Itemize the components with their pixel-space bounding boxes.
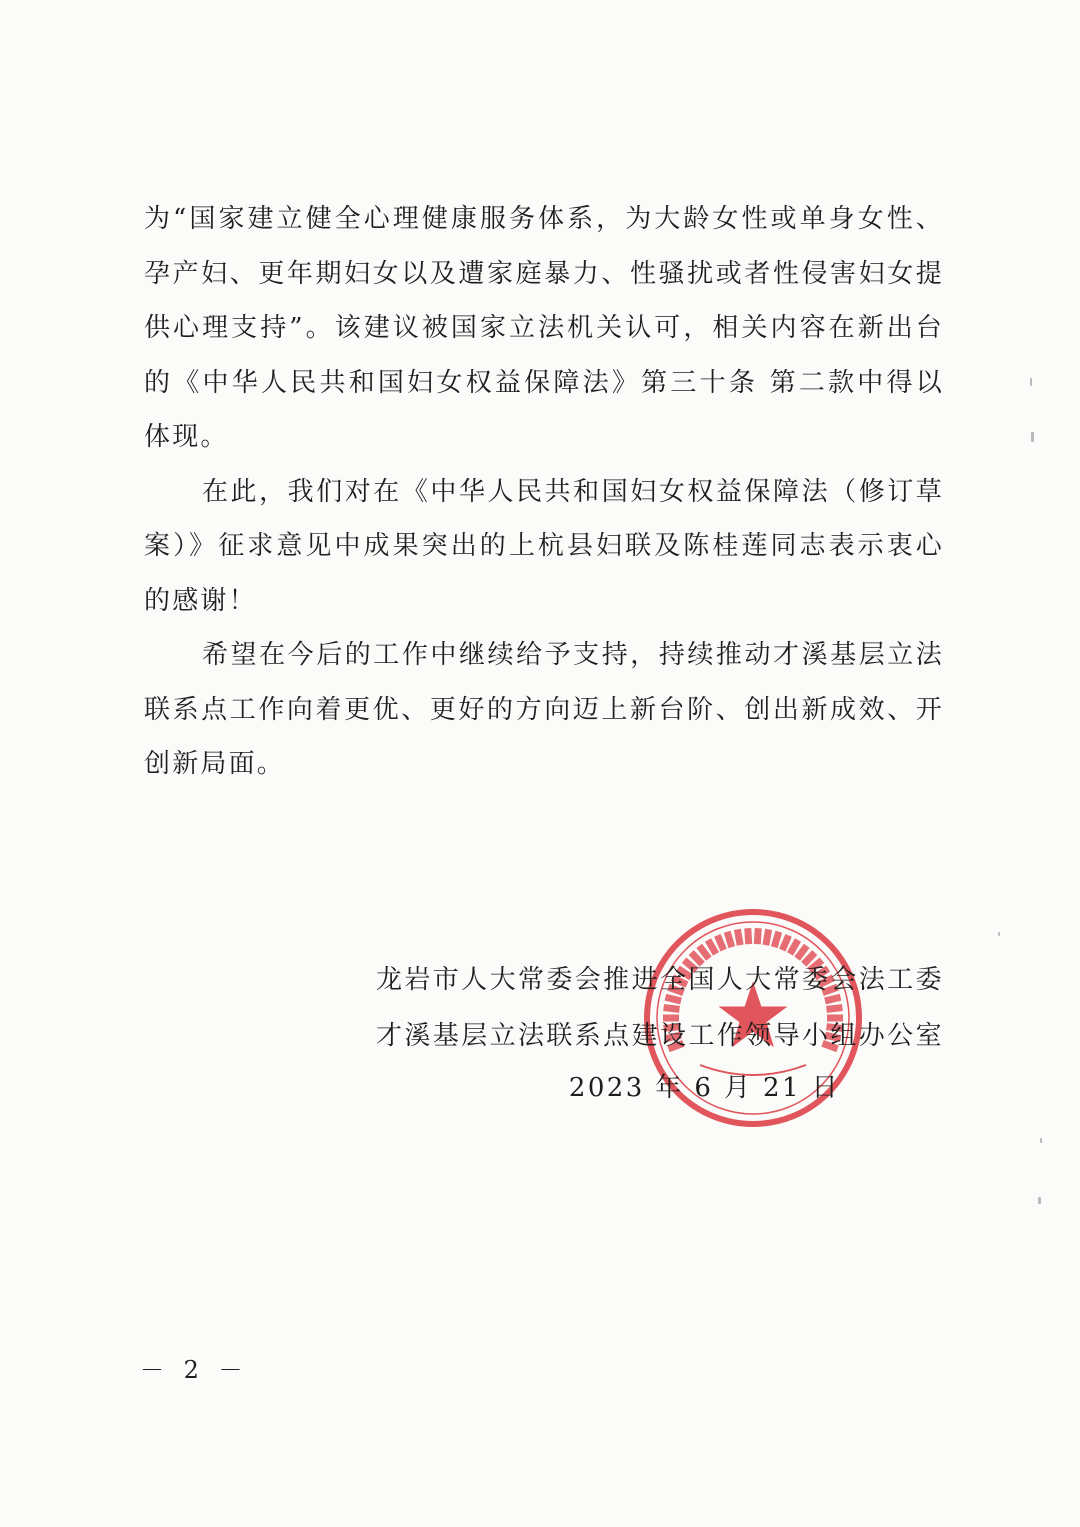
signature-org-line2: 才溪基层立法联系点建设工作领导小组办公室 <box>375 1021 944 1051</box>
paragraph-line: 案）》征求意见中成果突出的上杭县妇联及陈桂莲同志表示衷心 <box>144 531 944 561</box>
paragraph-line: 希望在今后的工作中继续给予支持，持续推动才溪基层立法 <box>202 640 944 670</box>
paragraph-line: 体现。 <box>144 422 229 452</box>
seal-lettering-mark <box>825 997 841 1001</box>
letter-body <box>144 192 944 792</box>
seal-lettering-mark <box>757 928 758 944</box>
seal-lettering-mark <box>717 935 723 950</box>
seal-lettering-mark <box>804 953 815 965</box>
seal-lettering-mark <box>691 953 702 965</box>
seal-lettering-mark <box>826 1008 842 1010</box>
seal-lettering-mark <box>797 946 807 959</box>
seal-lettering-mark <box>699 946 709 959</box>
page-number: － 2 － <box>140 1356 249 1384</box>
seal-lettering-mark <box>774 932 779 947</box>
paragraph-line: 的《中华人民共和国妇女权益保障法》第三十条 第二款中得以 <box>144 367 944 398</box>
paragraph-line: 的感谢！ <box>144 585 257 616</box>
signature-org-line1: 龙岩市人大常委会推进全国人大常委会法工委 <box>375 965 944 995</box>
seal-lettering-mark <box>790 940 798 954</box>
scan-speck <box>998 932 1000 936</box>
scan-speck <box>1038 1197 1041 1204</box>
seal-lettering-mark <box>748 928 749 944</box>
paragraph-line: 创新局面。 <box>144 749 286 779</box>
paragraph-line: 为“国家建立健全心理健康服务体系，为大龄女性或单身女性、 <box>144 204 944 234</box>
paragraph-line: 孕产妇、更年期妇女以及遭家庭暴力、性骚扰或者性侵害妇女提 <box>144 258 944 289</box>
scan-speck <box>1030 378 1032 386</box>
scan-speck <box>1031 432 1034 442</box>
paragraph-line: 在此，我们对在《中华人民共和国妇女权益保障法（修订草 <box>202 476 944 507</box>
paragraph-line: 供心理支持”。该建议被国家立法机关认可，相关内容在新出台 <box>144 313 944 343</box>
paragraph-line: 联系点工作向着更优、更好的方向迈上新台阶、创出新成效、开 <box>144 694 944 725</box>
seal-lettering-mark <box>708 940 716 954</box>
scan-speck <box>1040 1138 1042 1143</box>
seal-lettering-mark <box>766 929 769 945</box>
seal-lettering-mark <box>782 935 788 950</box>
seal-lettering-mark <box>664 1008 680 1010</box>
seal-lettering-mark <box>665 997 681 1001</box>
signature-date: 2023 年 6 月 21 日 <box>568 1073 840 1103</box>
seal-lettering-mark <box>737 929 740 945</box>
seal-lettering-mark <box>727 932 732 947</box>
